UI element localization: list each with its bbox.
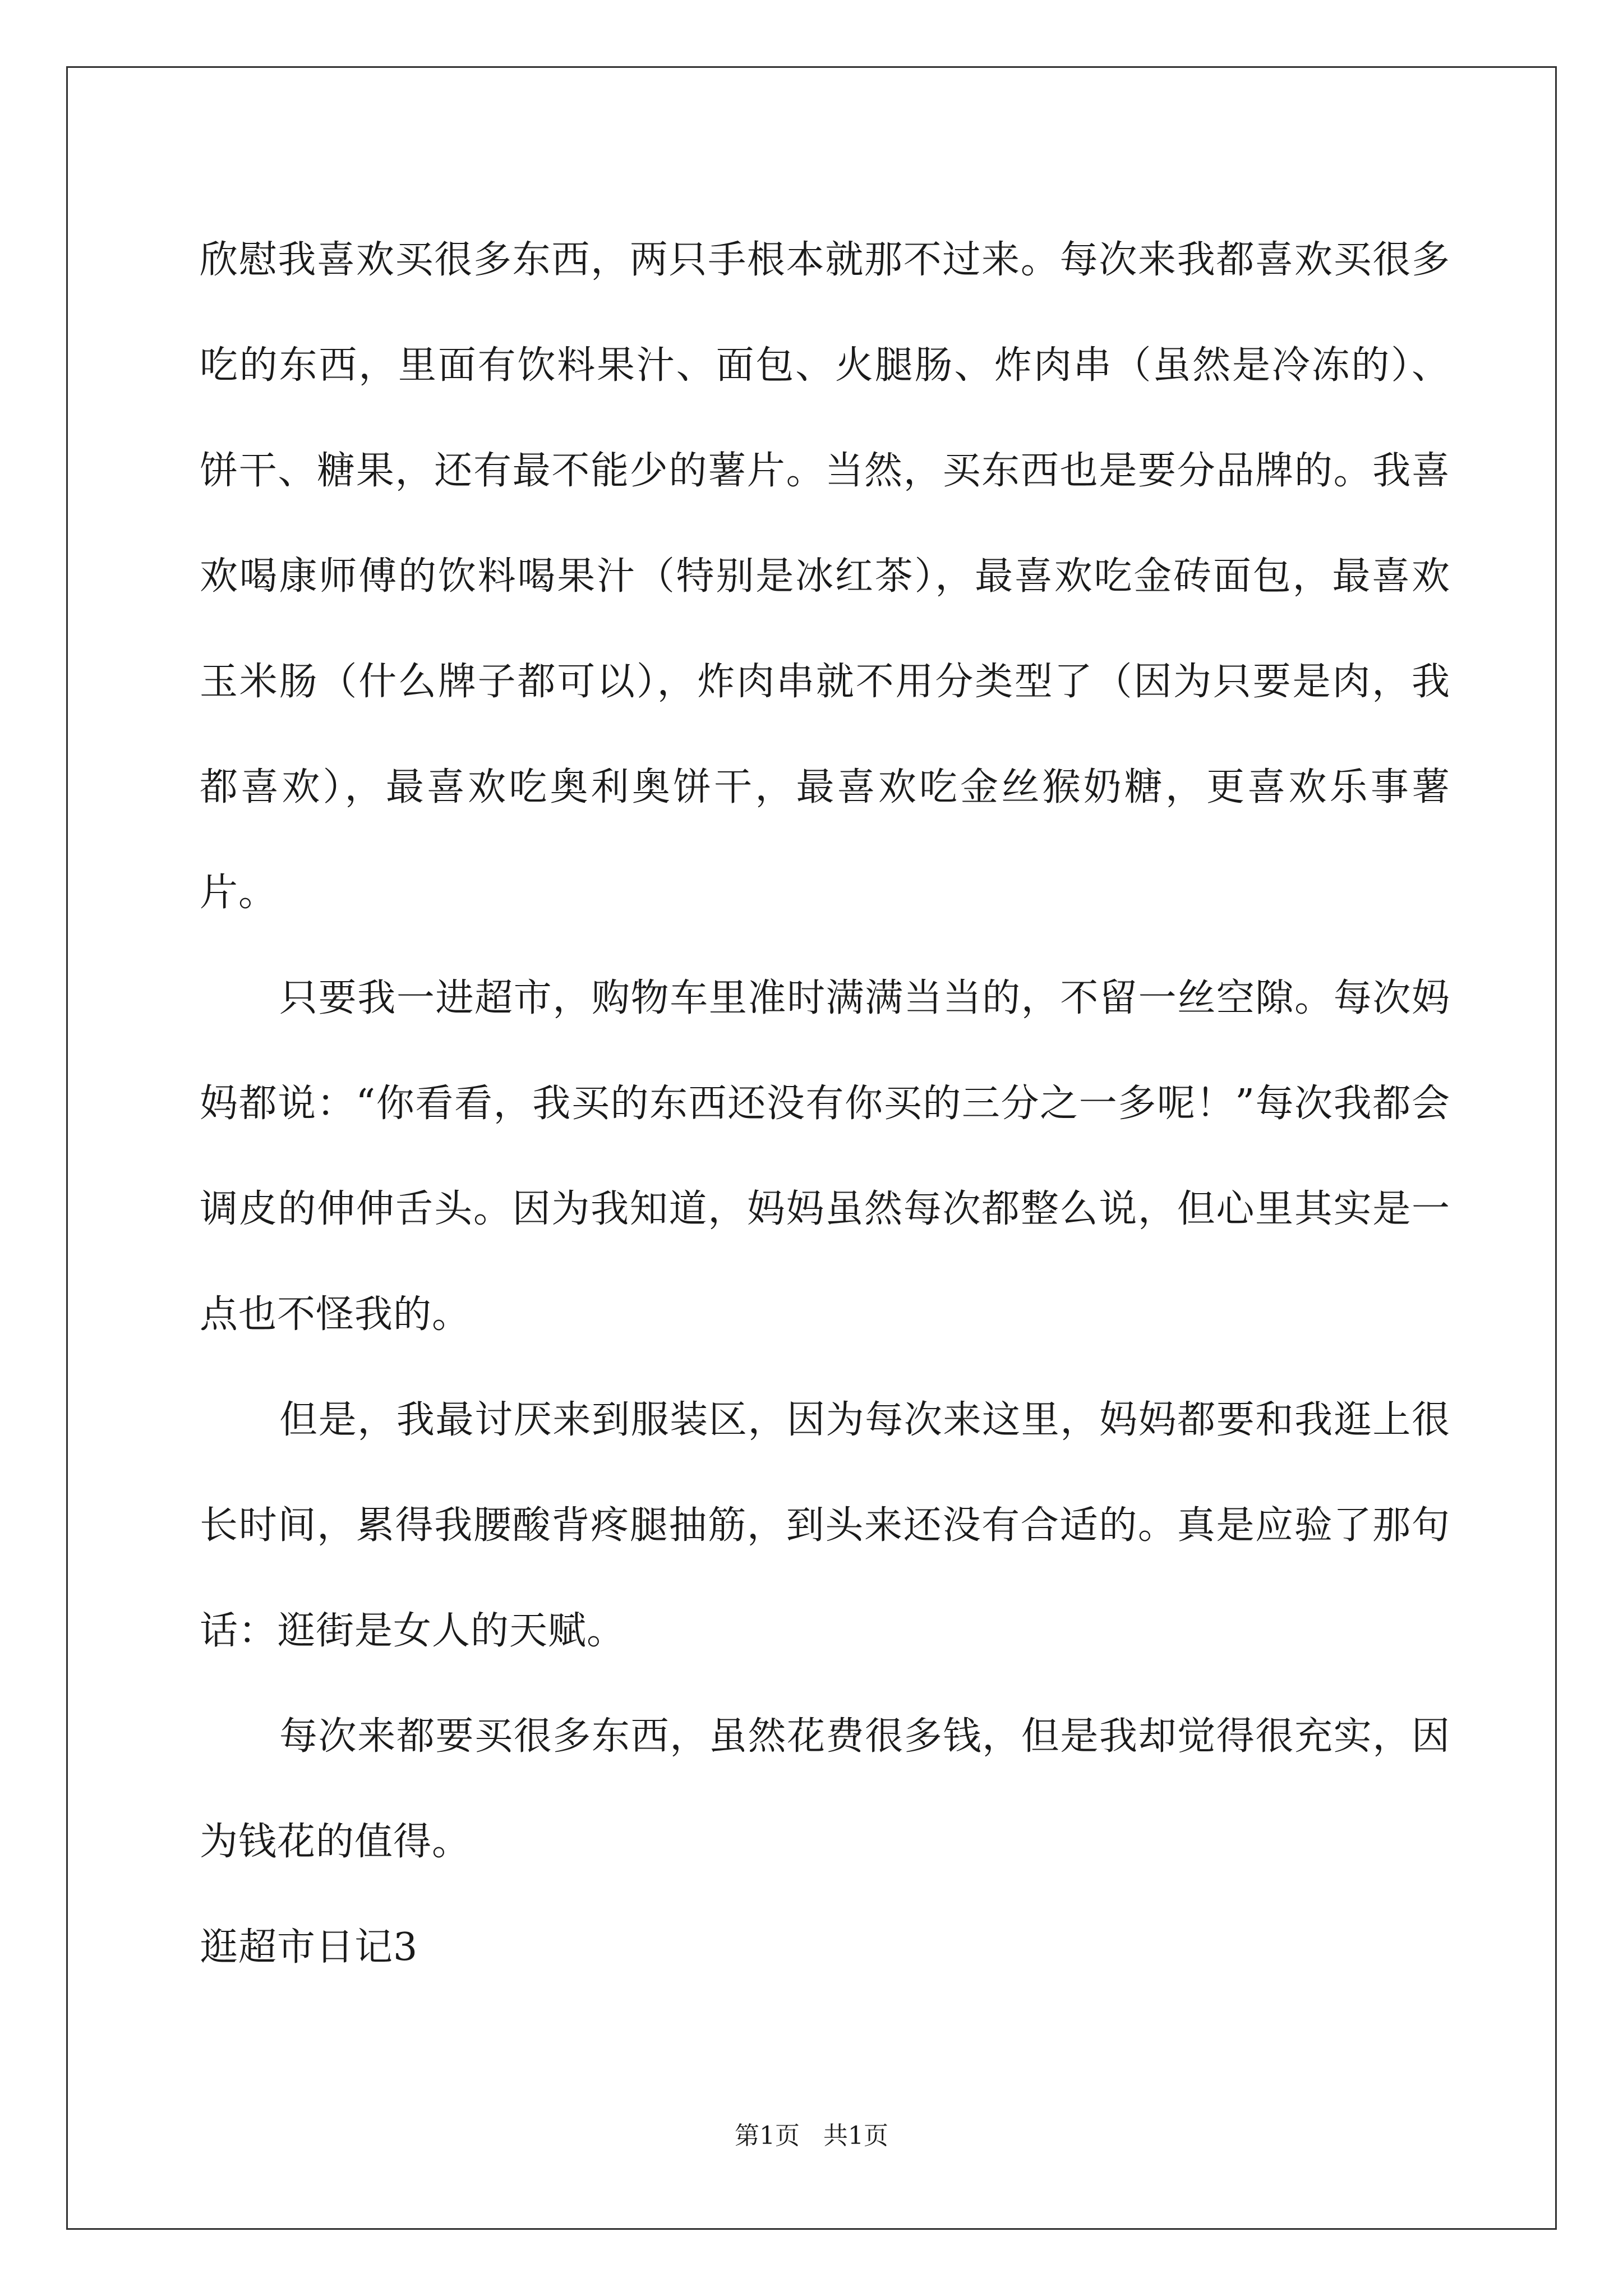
paragraph-3: 但是，我最讨厌来到服装区，因为每次来这里，妈妈都要和我逛上很长时间，累得我腰酸背疼腿抽筋，到头来还没有合适的。真是应验了那句话：逛街是女人的天赋。 [200,1398,1450,1653]
page-footer [0,2119,1623,2153]
paragraph-2: 只要我一进超市，购物车里准时满满当当的，不留一丝空隙。每次妈妈都说：“你看看，我买的东西还没有你买的三分之一多呢！”每次我都会调皮的伸伸舌头。因为我知道，妈妈虽然每次都整么说，但心里其实是一点也不怪我的。 [200,976,1450,1337]
paragraph-4: 每次来都要买很多东西，虽然花费很多钱，但是我却觉得很充实，因为钱花的值得。 [200,1714,1450,1864]
page-number: 第1页 [735,2122,800,2150]
section-heading: 逛超市日记3 [200,1925,418,1970]
page-total: 共1页 [823,2122,888,2150]
paragraph-1: 欣慰我喜欢买很多东西，两只手根本就那不过来。每次来我都喜欢买很多吃的东西，里面有饮料果汁、面包、火腿肠、炸肉串（虽然是冷冻的）、饼干、糖果，还有最不能少的薯片。当然，买东西也是要分品牌的。我喜欢喝康师傅的饮料喝果汁（特别是冰红茶），最喜欢吃金砖面包，最喜欢玉米肠（什么牌子都可以），炸肉串就不用分类型了（因为只要是肉，我都喜欢），最喜欢吃奥利奥饼干，最喜欢吃金丝猴奶糖，更喜欢乐事薯片。 [200,238,1450,915]
document-body [200,208,1450,2000]
